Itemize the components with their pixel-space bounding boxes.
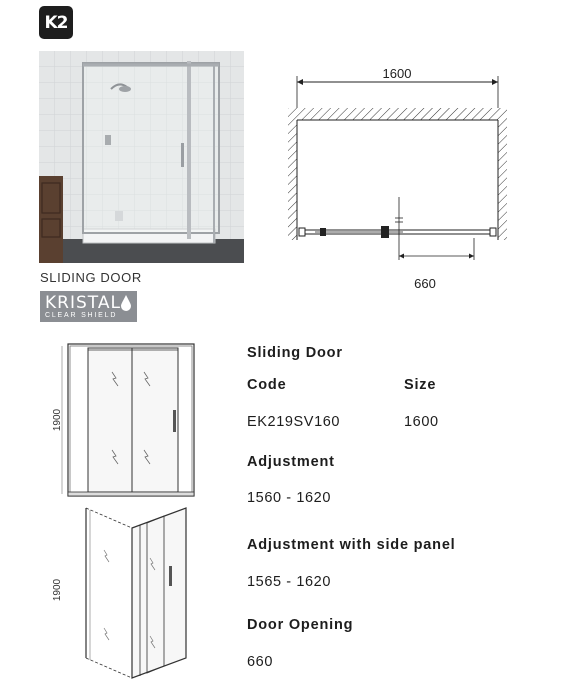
front-height-label: 1900 (52, 408, 63, 432)
photo-caption: SLIDING DOOR (40, 270, 142, 285)
adjustment-label: Adjustment (247, 454, 335, 470)
side-height-label: 1900 (52, 578, 63, 602)
plan-width-label: 1600 (382, 66, 412, 81)
kristal-logo-tag: CLEAR SHIELD (45, 312, 118, 319)
adjustment-side-label: Adjustment with side panel (247, 537, 456, 553)
kristal-logo (40, 291, 137, 322)
code-label: Code (247, 377, 287, 393)
door-opening-label: Door Opening (247, 617, 354, 633)
product-photo (39, 51, 244, 263)
droplet-icon (121, 295, 131, 311)
code-value: EK219SV160 (247, 414, 341, 430)
k2-logo-text: K2 (44, 12, 68, 33)
plan-diagram (285, 60, 510, 290)
elevation-diagrams (52, 340, 202, 680)
kristal-logo-name: KRISTAL (45, 293, 121, 313)
size-value: 1600 (404, 414, 439, 430)
adjustment-side-value: 1565 - 1620 (247, 574, 331, 590)
door-opening-value: 660 (247, 654, 273, 670)
product-name: Sliding Door (247, 345, 343, 361)
plan-opening-label: 660 (414, 276, 436, 290)
adjustment-value: 1560 - 1620 (247, 490, 331, 506)
size-label: Size (404, 377, 437, 393)
k2-logo (39, 6, 73, 39)
